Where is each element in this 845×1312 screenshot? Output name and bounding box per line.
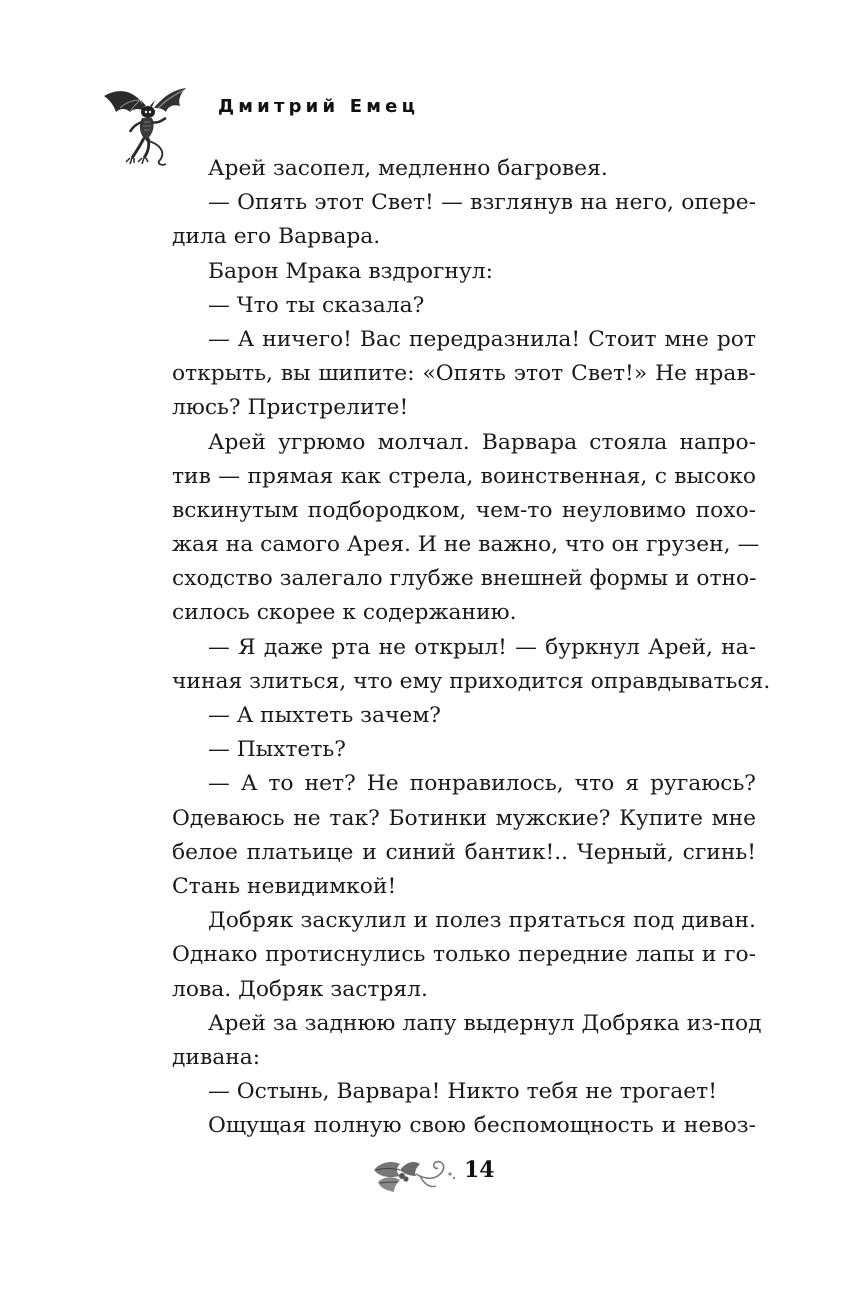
text-line: Добряк заскулил и полез прятаться под диван. xyxy=(208,908,756,934)
page-body-text xyxy=(172,152,771,1143)
text-line: дила его Варвара. xyxy=(172,224,381,250)
text-line: чиная злиться, что ему приходится оправдываться. xyxy=(172,668,771,694)
text-line: Арей засопел, медленно багровея. xyxy=(208,156,608,181)
text-line: Арей за заднюю лапу выдернул Добряка из-под xyxy=(208,1010,762,1036)
text-line: — Остынь, Варвара! Никто тебя не трогает! xyxy=(208,1079,717,1105)
page-number: 14 xyxy=(464,1157,495,1183)
text-line: — Я даже рта не открыл! — буркнул Арей, на- xyxy=(208,634,756,660)
author-name: Дмитрий Емец xyxy=(218,96,420,117)
text-line: — Что ты сказала? xyxy=(208,292,425,318)
text-line: тив — прямая как стрела, воинственная, с высоко xyxy=(172,463,756,489)
text-line: Барон Мрака вздрогнул: xyxy=(208,258,493,284)
text-line: — А то нет? Не понравилось, что я ругаюсь? xyxy=(208,771,756,797)
text-line: дивана: xyxy=(172,1044,261,1070)
text-line: люсь? Пристрелите! xyxy=(172,395,409,421)
text-line: белое платьице и синий бантик!.. Черный, сгинь! xyxy=(172,839,756,865)
text-line: Одеваюсь не так? Ботинки мужские? Купите мне xyxy=(172,805,756,831)
text-line: Стань невидимкой! xyxy=(172,873,397,899)
text-line: открыть, вы шипите: «Опять этот Свет!» Не нрав- xyxy=(172,361,756,387)
text-line: Ощущая полную свою беспомощность и невоз- xyxy=(208,1113,756,1139)
text-line: — Пыхтеть? xyxy=(208,737,346,763)
page-footer xyxy=(370,1148,510,1198)
text-line: сходство залегало глубже внешней формы и отно- xyxy=(172,566,757,592)
text-line: жая на самого Арея. И не важно, что он грузен, — xyxy=(172,532,760,558)
text-line: лова. Добряк застрял. xyxy=(172,976,428,1002)
text-line: — Опять этот Свет! — взглянув на него, опере- xyxy=(208,190,756,216)
text-line: — А ничего! Вас передразнила! Стоит мне рот xyxy=(208,326,756,352)
text-line: Арей угрюмо молчал. Варвара стояла напро- xyxy=(208,429,756,455)
text-line: силось скорее к содержанию. xyxy=(172,600,517,626)
text-line: Однако протиснулись только передние лапы и го- xyxy=(172,942,756,968)
holly-ornament-icon xyxy=(370,1148,462,1198)
text-line: — А пыхтеть зачем? xyxy=(208,703,441,728)
text-line: вскинутым подбородком, чем-то неуловимо похо- xyxy=(172,497,756,523)
